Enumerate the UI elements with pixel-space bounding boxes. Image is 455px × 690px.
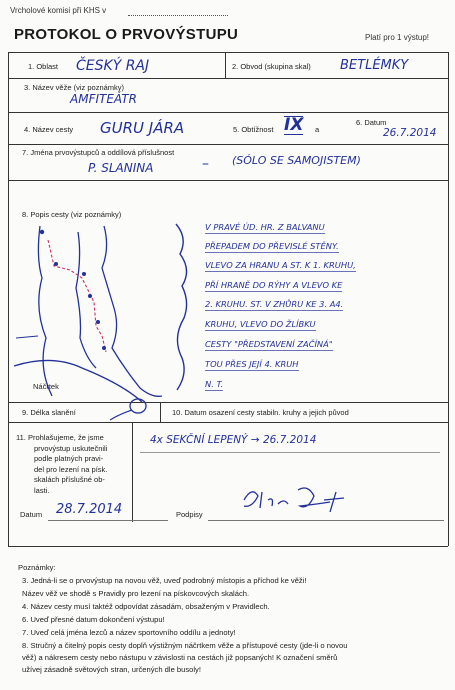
bolt-1 xyxy=(40,230,44,234)
description-line: KRUHU, VLEVO DO ŽLÍBKU xyxy=(205,319,316,329)
prohlaseni-line: skalách příslušné ob- xyxy=(34,475,105,484)
note-line: 7. Uveď celá jména lezců a název sportovního oddílu a jednoty! xyxy=(22,628,236,637)
dash-separator: – xyxy=(202,156,209,172)
podpisy-label: Podpisy xyxy=(176,510,203,519)
description-line: PŘEPADEM DO PŘEVISLÉ STĚNY. xyxy=(205,241,339,251)
nacrtek-label: Náčrtek xyxy=(33,382,59,391)
prohlaseni-block xyxy=(16,433,107,496)
form-title: PROTOKOL O PRVOVÝSTUPU xyxy=(14,26,239,43)
prohlaseni-line: lasti. xyxy=(34,485,50,495)
bolt-6 xyxy=(102,346,106,350)
oblast-value: ČESKÝ RAJ xyxy=(76,58,150,74)
note-line: 6. Uveď přesné datum dokončení výstupu! xyxy=(22,615,165,624)
bolt-marks xyxy=(40,230,106,350)
row-rule-3 xyxy=(8,144,448,145)
tick-left xyxy=(16,336,38,338)
row9-divider xyxy=(160,402,161,422)
row-rule-5 xyxy=(8,402,448,403)
note-line: 3. Jedná-li se o prvovýstup na novou věž, uveď podrobný místopis a příchod ke věži! xyxy=(22,576,307,585)
obtiznost-value: IX xyxy=(284,115,304,135)
datum-value: 28.7.2014 xyxy=(56,502,123,517)
issuer-dotted-line xyxy=(128,15,228,16)
row1-divider xyxy=(225,52,226,78)
nazev-veze-value: AMFITEÁTR xyxy=(70,92,137,106)
prvovystupci-note: (SÓLO SE SAMOJISTEM) xyxy=(232,154,361,167)
row-rule-4 xyxy=(8,180,448,181)
bolt-2 xyxy=(54,262,58,266)
obvod-label: 2. Obvod (skupina skal) xyxy=(232,62,311,71)
obtiznost-suffix: a xyxy=(315,125,320,134)
notes-heading: Poznámky: xyxy=(18,563,56,572)
row11-divider xyxy=(132,422,133,522)
popis-label: 8. Popis cesty (viz poznámky) xyxy=(22,210,122,219)
podpisy-rule xyxy=(208,520,444,521)
prohlaseni-line: prvovýstup uskutečnili xyxy=(34,443,108,453)
description-line: VLEVO ZA HRANU A ST. K 1. KRUHU, xyxy=(205,260,356,270)
validity-note: Platí pro 1 výstup! xyxy=(365,33,430,42)
row-rule-6 xyxy=(8,422,448,423)
obvod-value: BETLÉMKY xyxy=(340,58,409,73)
note-line: Název věž ve shodě s Pravidly pro lezení na pískovcových skalách. xyxy=(22,589,250,598)
note-line: 8. Stručný a čitelný popis cesty doplň výstižným náčrtkem věže a přístupové cesty (jde-li o novou xyxy=(22,641,348,650)
nazev-cesty-value: GURU JÁRA xyxy=(100,119,185,137)
header-rule xyxy=(8,52,448,53)
delka-slaneni-label: 9. Délka slanění xyxy=(22,408,76,417)
frame-right xyxy=(448,52,449,546)
row-rule-1 xyxy=(8,78,448,79)
description-line: 2. KRUHU. ST. V ZHŮRU KE 3. A4. xyxy=(205,299,344,309)
issuer-label: Vrcholové komisi při KHS v xyxy=(10,6,107,15)
note-line: 4. Název cesty musí taktéž odpovídat zásadám, obsaženým v Pravidlech. xyxy=(22,602,270,611)
prvovystupci-label: 7. Jména prvovýstupců a oddílová příslušnost xyxy=(22,148,175,157)
oblast-label: 1. Oblast xyxy=(28,62,59,71)
prohlaseni-line: podle platných pravi- xyxy=(34,454,104,463)
osazeni-rule xyxy=(140,452,440,453)
obtiznost-label: 5. Obtížnost xyxy=(233,125,274,134)
nazev-veze-label: 3. Název věže (viz poznámky) xyxy=(24,83,125,92)
description-line: TOU PŘES JEJÍ 4. KRUH xyxy=(205,359,299,369)
datum-6-label: 6. Datum xyxy=(356,118,387,127)
prohlaseni-line: 11. Prohlašujeme, že jsme xyxy=(16,433,104,442)
datum-rule xyxy=(48,520,168,521)
note-line: užívej zásadně světových stran, určených dle busoly! xyxy=(22,665,201,674)
description-line: PŘÍ HRANĚ DO RÝHY A VLEVO KE xyxy=(205,280,343,290)
osazeni-value: 4x SEKČNÍ LEPENÝ → 26.7.2014 xyxy=(150,434,317,446)
note-line: věž) a nákresem cesty nebo nástupu v závislosti na cestách již popsaných! K označení směrů xyxy=(22,653,338,662)
bolt-3 xyxy=(82,272,86,276)
datum-6-value: 26.7.2014 xyxy=(383,127,437,139)
bolt-4 xyxy=(88,294,92,298)
description-line: V PRAVÉ ÚD. HR. Z BALVANU xyxy=(205,222,325,232)
rock-outline-right xyxy=(102,226,162,396)
frame-bottom xyxy=(8,546,448,547)
bolt-5 xyxy=(96,320,100,324)
osazeni-label: 10. Datum osazení cesty stabiln. kruhy a jejich původ xyxy=(172,408,349,417)
nazev-cesty-label: 4. Název cesty xyxy=(24,125,74,134)
prvovystupci-value: P. SLANINA xyxy=(88,161,154,175)
prohlaseni-line: del pro lezení na písk. xyxy=(34,464,108,474)
rock-outline-left xyxy=(38,226,52,396)
rock-outline-far xyxy=(176,224,187,390)
frame-left xyxy=(8,52,9,546)
row-rule-2 xyxy=(8,112,448,113)
datum-label: Datum xyxy=(20,510,43,519)
slaneni-circle-mark xyxy=(108,394,148,424)
description-line: N. T. xyxy=(205,379,224,389)
signature-scribble xyxy=(238,482,358,516)
description-line: CESTY "PŘEDSTAVENÍ ZAČÍNÁ" xyxy=(205,339,333,349)
